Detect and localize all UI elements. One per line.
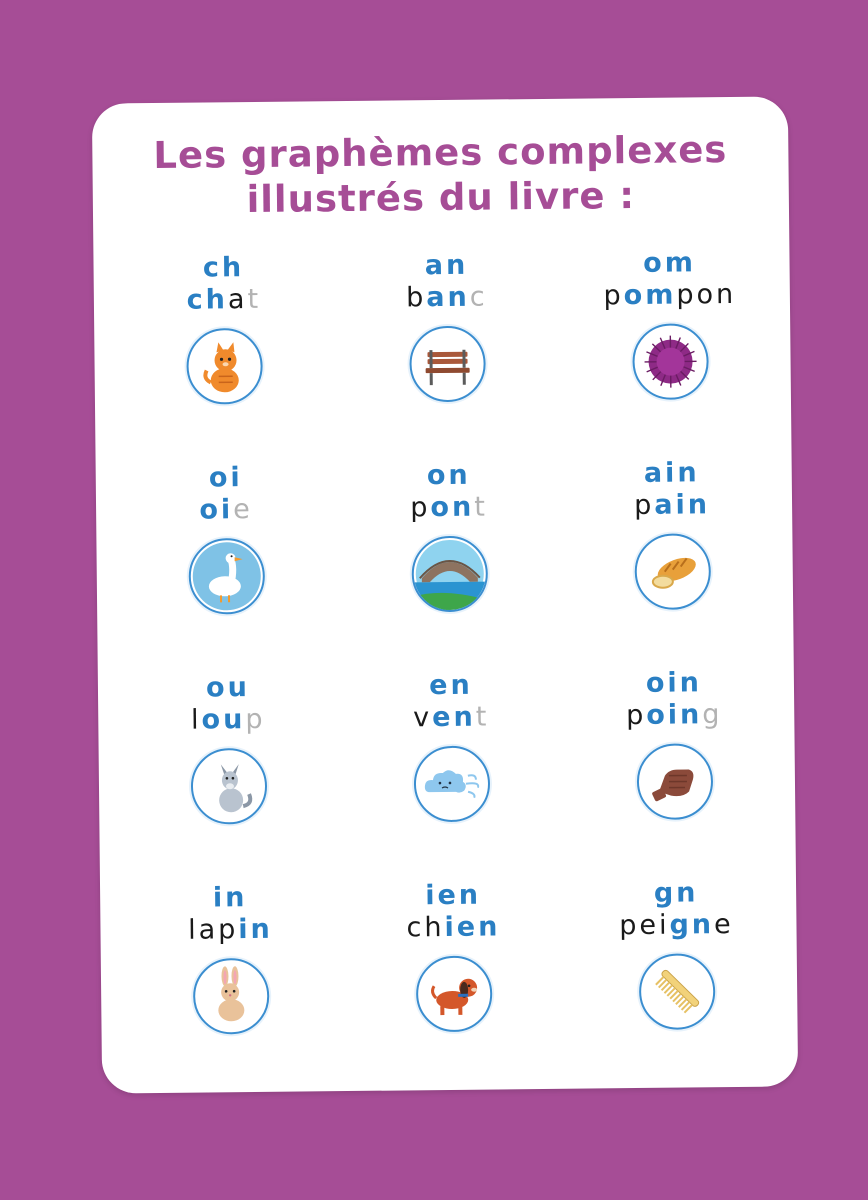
grapheme-item (113, 251, 335, 405)
grapheme-item (343, 879, 565, 1033)
grapheme-item (341, 669, 563, 823)
word-letters: p (625, 699, 647, 732)
title-line-2: illustrés du livre : (246, 173, 636, 222)
word-letters: lap (187, 914, 239, 946)
grapheme-item (339, 459, 561, 613)
grapheme-label: on (426, 459, 471, 492)
grapheme-label: ch (202, 252, 245, 284)
grapheme-highlight: oi (199, 494, 234, 526)
example-word (560, 278, 780, 314)
grapheme-label: gn (653, 877, 699, 909)
wolf-icon (191, 748, 268, 825)
example-word (562, 488, 782, 524)
grapheme-item (116, 461, 338, 615)
word-letters: p (603, 280, 624, 312)
example-word (114, 283, 334, 319)
silent-letter: e (233, 494, 253, 526)
grapheme-highlight: oin (646, 699, 703, 731)
grapheme-item (564, 666, 786, 820)
grapheme-label: ou (205, 672, 251, 704)
silent-letter: c (469, 281, 488, 313)
silent-letter: t (475, 701, 490, 733)
grapheme-highlight: om (623, 279, 677, 312)
bread-icon (634, 533, 711, 610)
page-title (92, 126, 789, 223)
example-word (337, 281, 557, 317)
grapheme-highlight: ien (444, 911, 501, 944)
pompom-icon (632, 323, 709, 400)
grapheme-highlight: ch (186, 284, 229, 316)
example-word (564, 698, 784, 734)
rabbit-icon (193, 958, 270, 1035)
example-word (118, 703, 338, 739)
grapheme-label: ain (643, 457, 700, 489)
silent-letter: g (702, 699, 723, 731)
word-letters: e (713, 908, 734, 941)
word-letters: ch (406, 912, 445, 944)
grapheme-highlight: gn (669, 909, 715, 941)
silent-letter: t (474, 491, 488, 523)
grapheme-item (120, 881, 342, 1035)
cat-icon (186, 328, 263, 405)
word-letters: b (405, 282, 427, 314)
word-letters: a (227, 284, 248, 316)
bridge-icon (411, 536, 488, 613)
example-word (341, 701, 561, 737)
bench-icon (409, 326, 486, 403)
title-line-1: Les graphèmes complexes (153, 128, 728, 178)
word-letters: l (190, 704, 202, 736)
example-word (120, 913, 340, 949)
grapheme-label: oi (208, 462, 243, 494)
dog-icon (416, 956, 493, 1033)
word-letters: pei (619, 909, 670, 942)
grapheme-label: ien (425, 879, 482, 912)
fist-icon (637, 743, 714, 820)
grapheme-highlight: en (432, 701, 476, 734)
grapheme-item (118, 671, 340, 825)
silent-letter: t (247, 283, 262, 316)
word-letters: p (410, 492, 431, 524)
word-letters: pon (676, 278, 737, 311)
grapheme-card (92, 96, 798, 1093)
silent-letter: p (245, 703, 266, 736)
grapheme-label: in (212, 882, 248, 914)
wind-icon (414, 746, 491, 823)
example-word (566, 908, 786, 944)
grapheme-highlight: ou (201, 704, 246, 736)
grapheme-label: om (643, 247, 697, 279)
word-letters: p (633, 489, 655, 522)
grapheme-item (336, 249, 558, 403)
grapheme-highlight: in (238, 913, 273, 946)
example-word (343, 911, 563, 947)
example-word (116, 493, 336, 529)
comb-icon (639, 953, 716, 1030)
grapheme-highlight: on (430, 491, 475, 524)
grapheme-label: an (424, 249, 469, 282)
example-word (339, 491, 559, 527)
grapheme-highlight: ain (654, 489, 711, 521)
goose-icon (188, 538, 265, 615)
grapheme-label: oin (645, 667, 703, 699)
grapheme-item (559, 246, 781, 400)
grapheme-label: en (429, 669, 473, 702)
word-letters: v (413, 702, 433, 734)
grapheme-item (562, 456, 784, 610)
grapheme-item (566, 876, 788, 1030)
grapheme-highlight: an (426, 281, 470, 314)
